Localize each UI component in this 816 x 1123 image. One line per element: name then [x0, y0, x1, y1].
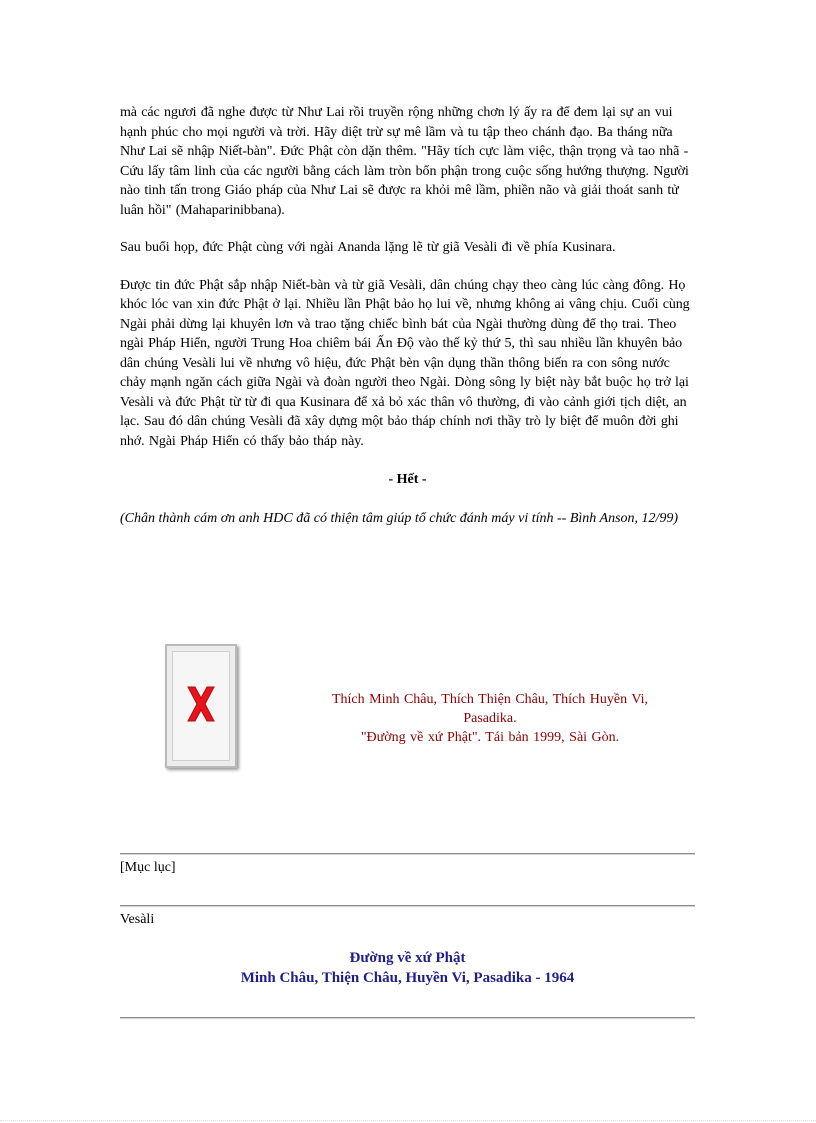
acknowledgement-note: (Chân thành cám ơn anh HDC đã có thiện tâm giúp tổ chức đánh máy vi tính -- Bình Anson, 12/99) — [120, 511, 679, 526]
body-paragraph-2: Sau buổi họp, đức Phật cùng với ngài Ananda lặng lẽ từ giã Vesàli đi về phía Kusinara. — [120, 240, 616, 255]
caption-publication: "Đường về xứ Phật". Tái bản 1999, Sài Gòn. — [360, 730, 620, 745]
broken-image-placeholder — [165, 644, 237, 768]
divider-bottom — [120, 1017, 695, 1019]
divider-middle — [120, 905, 695, 907]
end-mark: - Hết - — [388, 472, 427, 487]
page-bottom-edge — [0, 1120, 816, 1121]
section-label: Vesàli — [120, 912, 155, 927]
footer-book-title: Đường về xứ Phật — [349, 950, 466, 966]
body-paragraph-1: mà các ngươi đã nghe được từ Như Lai rồi truyền rộng những chơn lý ấy ra để đem lại sự an vui hạnh phúc cho mọi người và trời. Hãy diệt trừ sự mê lầm và tu tập theo chánh đạo. Ba tháng nữa Như Lai sẽ nhập Niết-bàn". Đức Phật còn dặn thêm. "Hãy tích cực làm việc, thận trọng và tao nhã - Cứu lấy tâm linh của các người bằng cách làm tròn bổn phận trong cuộc sống hướng thượng. Người nào tinh tấn trong Giáo pháp của Như Lai sẽ được ra khỏi mê lầm, phiền não và giải thoát sanh tử luân hồi" (Mahaparinibbana). — [120, 105, 689, 218]
publication-caption — [305, 690, 675, 747]
broken-image-icon — [183, 684, 219, 724]
table-of-contents-link[interactable]: [Mục lục] — [120, 860, 176, 875]
body-paragraph-3: Được tin đức Phật sắp nhập Niết-bàn và từ giã Vesàli, dân chúng chạy theo càng lúc càng đông. Họ khóc lóc van xin đức Phật ở lại. Nhiều lần Phật bảo họ lui về, nhưng không ai vâng chịu. Cuối cùng Ngài phải dừng lại khuyên lơn và trao tặng chiếc bình bát của Ngài thường dùng để thọ trai. Theo ngài Pháp Hiển, người Trung Hoa chiêm bái Ấn Độ vào thế kỷ thứ 5, thì sau nhiều lần khuyên bảo dân chúng Vesàli lui về nhưng vô hiệu, đức Phật bèn vận dụng thần thông biến ra con sông nước chảy mạnh ngăn cách giữa Ngài và đoàn người theo Ngài. Dòng sông ly biệt này bắt buộc họ trở lại Vesàli và đức Phật từ từ đi qua Kusinara để xả bỏ xác thân vô thường, đi vào cảnh giới tịch diệt, an lạc. Sau đó dân chúng Vesàli đã xây dựng một bảo tháp chính nơi thầy trò ly biệt để muôn đời ghi nhớ. Ngài Pháp Hiển có thấy bảo tháp này. — [120, 277, 690, 449]
main-content — [120, 103, 695, 528]
caption-authors: Thích Minh Châu, Thích Thiện Châu, Thích Huyền Vi, Pasadika. — [331, 692, 649, 726]
footer-book-authors: Minh Châu, Thiện Châu, Huyền Vi, Pasadika - 1964 — [240, 970, 575, 986]
divider-top — [120, 853, 695, 855]
